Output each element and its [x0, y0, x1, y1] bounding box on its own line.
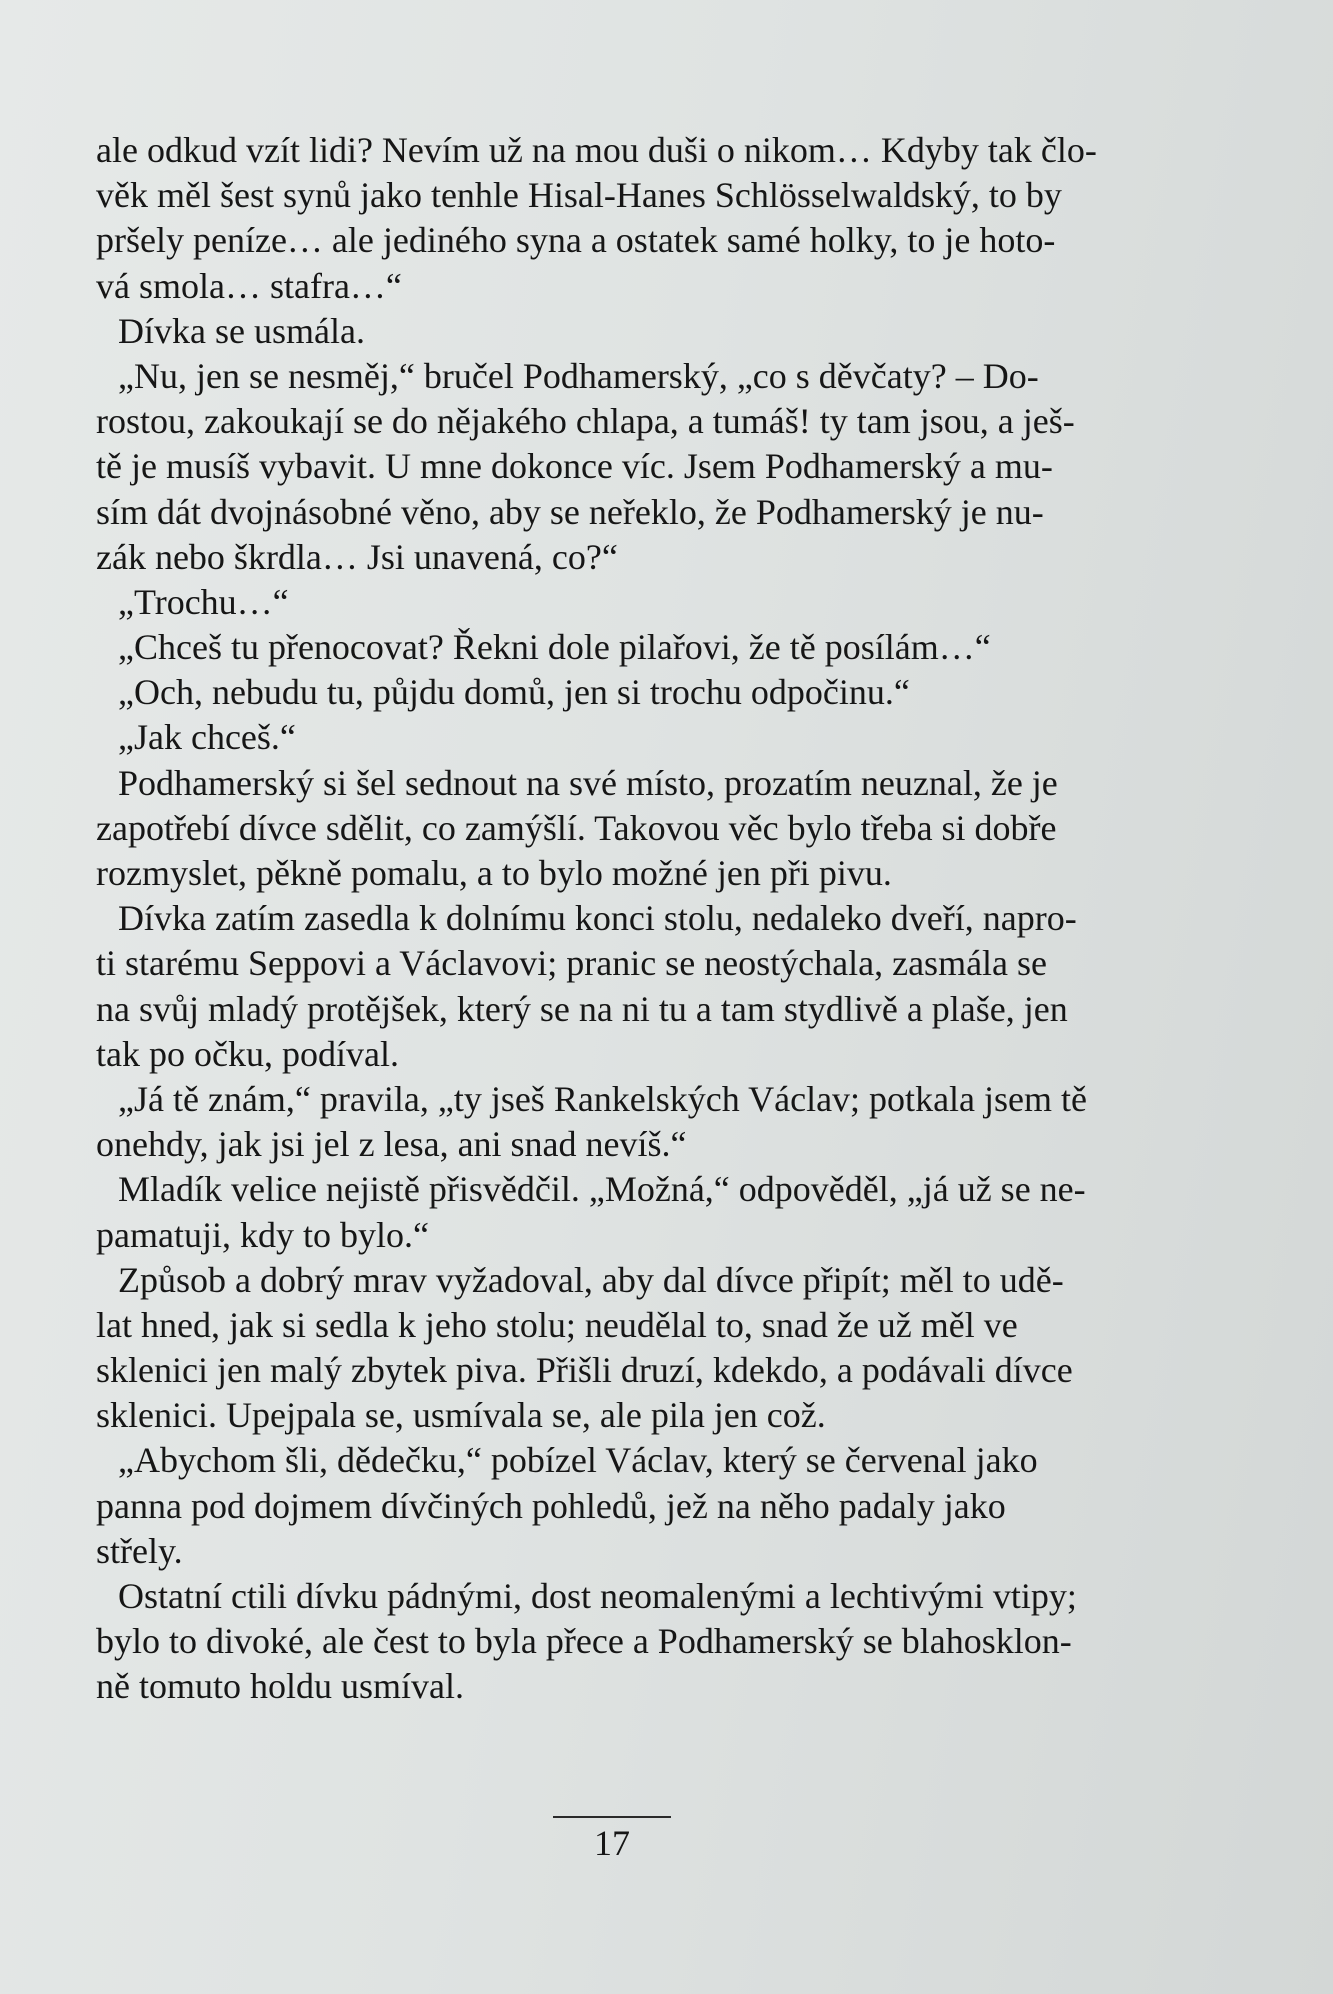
text-line: rozmyslet, pěkně pomalu, a to bylo možné jen při pivu. [96, 853, 892, 893]
text-line: vá smola… stafra…“ [96, 265, 402, 306]
text-line: sklenici jen malý zbytek piva. Přišli druzí, kdekdo, a podávali dívce [96, 1350, 1073, 1391]
text-line: pamatuji, kdy to bylo.“ [96, 1214, 429, 1255]
page-number-rule [553, 1816, 671, 1818]
text-line: lat hned, jak si sedla k jeho stolu; neudělal to, snad že už měl ve [96, 1304, 1018, 1345]
text-line: Dívka zatím zasedla k dolnímu konci stolu, nedaleko dveří, napro- [118, 898, 1077, 939]
text-line: bylo to divoké, ale čest to byla přece a Podhamerský se blahosklon- [96, 1621, 1072, 1662]
text-line: rostou, zakoukají se do nějakého chlapa, a tumáš! ty tam jsou, a ješ- [96, 401, 1075, 442]
page-number: 17 [594, 1823, 630, 1863]
text-line: Dívka se usmála. [118, 310, 365, 351]
text-line: zák nebo škrdla… Jsi unavená, co?“ [96, 536, 618, 577]
text-line: střely. [96, 1530, 183, 1571]
text-line: „Abychom šli, dědečku,“ pobízel Václav, který se červenal jako [118, 1440, 1038, 1481]
text-line: „Já tě znám,“ pravila, „ty jseš Rankelských Václav; potkala jsem tě [118, 1078, 1087, 1119]
text-line: pršely peníze… ale jediného syna a ostatek samé holky, to je hoto- [96, 220, 1056, 261]
text-line: Ostatní ctili dívku pádnými, dost neomalenými a lechtivými vtipy; [118, 1576, 1077, 1616]
text-line: „Och, nebudu tu, půjdu domů, jen si trochu odpočinu.“ [118, 672, 910, 713]
page-body-text [96, 128, 1136, 1710]
text-line: tak po očku, podíval. [96, 1033, 399, 1074]
text-line: věk měl šest synů jako tenhle Hisal-Hanes Schlösselwaldský, to by [96, 175, 1062, 216]
text-line: Podhamerský si šel sednout na své místo, prozatím neuznal, že je [118, 762, 1058, 803]
text-line: ale odkud vzít lidi? Nevím už na mou duši o nikom… Kdyby tak člo- [96, 130, 1097, 170]
text-line: tě je musíš vybavit. U mne dokonce víc. Jsem Podhamerský a mu- [96, 446, 1053, 487]
text-line: panna pod dojmem dívčiných pohledů, jež na něho padaly jako [96, 1485, 1006, 1526]
text-line: zapotřebí dívce sdělit, co zamýšlí. Takovou věc bylo třeba si dobře [96, 807, 1057, 848]
text-line: „Nu, jen se nesměj,“ bručel Podhamerský, „co s děvčaty? – Do- [118, 355, 1039, 396]
text-line: onehdy, jak jsi jel z lesa, ani snad nevíš.“ [96, 1124, 687, 1165]
text-line: sím dát dvojnásobné věno, aby se neřeklo, že Podhamerský je nu- [96, 491, 1044, 532]
text-line: na svůj mladý protějšek, který se na ni tu a tam stydlivě a plaše, jen [96, 988, 1068, 1029]
text-line: ti starému Seppovi a Václavovi; pranic se neostýchala, zasmála se [96, 943, 1048, 984]
text-line: sklenici. Upejpala se, usmívala se, ale pila jen což. [96, 1395, 826, 1436]
text-line: ně tomuto holdu usmíval. [96, 1666, 464, 1707]
text-line: „Jak chceš.“ [118, 717, 296, 758]
text-line: „Chceš tu přenocovat? Řekni dole pilařovi, že tě posílám…“ [118, 627, 991, 668]
text-line: Způsob a dobrý mrav vyžadoval, aby dal dívce připít; měl to udě- [118, 1259, 1064, 1300]
text-line: Mladík velice nejistě přisvědčil. „Možná,“ odpověděl, „já už se ne- [118, 1169, 1086, 1210]
text-line: „Trochu…“ [118, 581, 289, 622]
